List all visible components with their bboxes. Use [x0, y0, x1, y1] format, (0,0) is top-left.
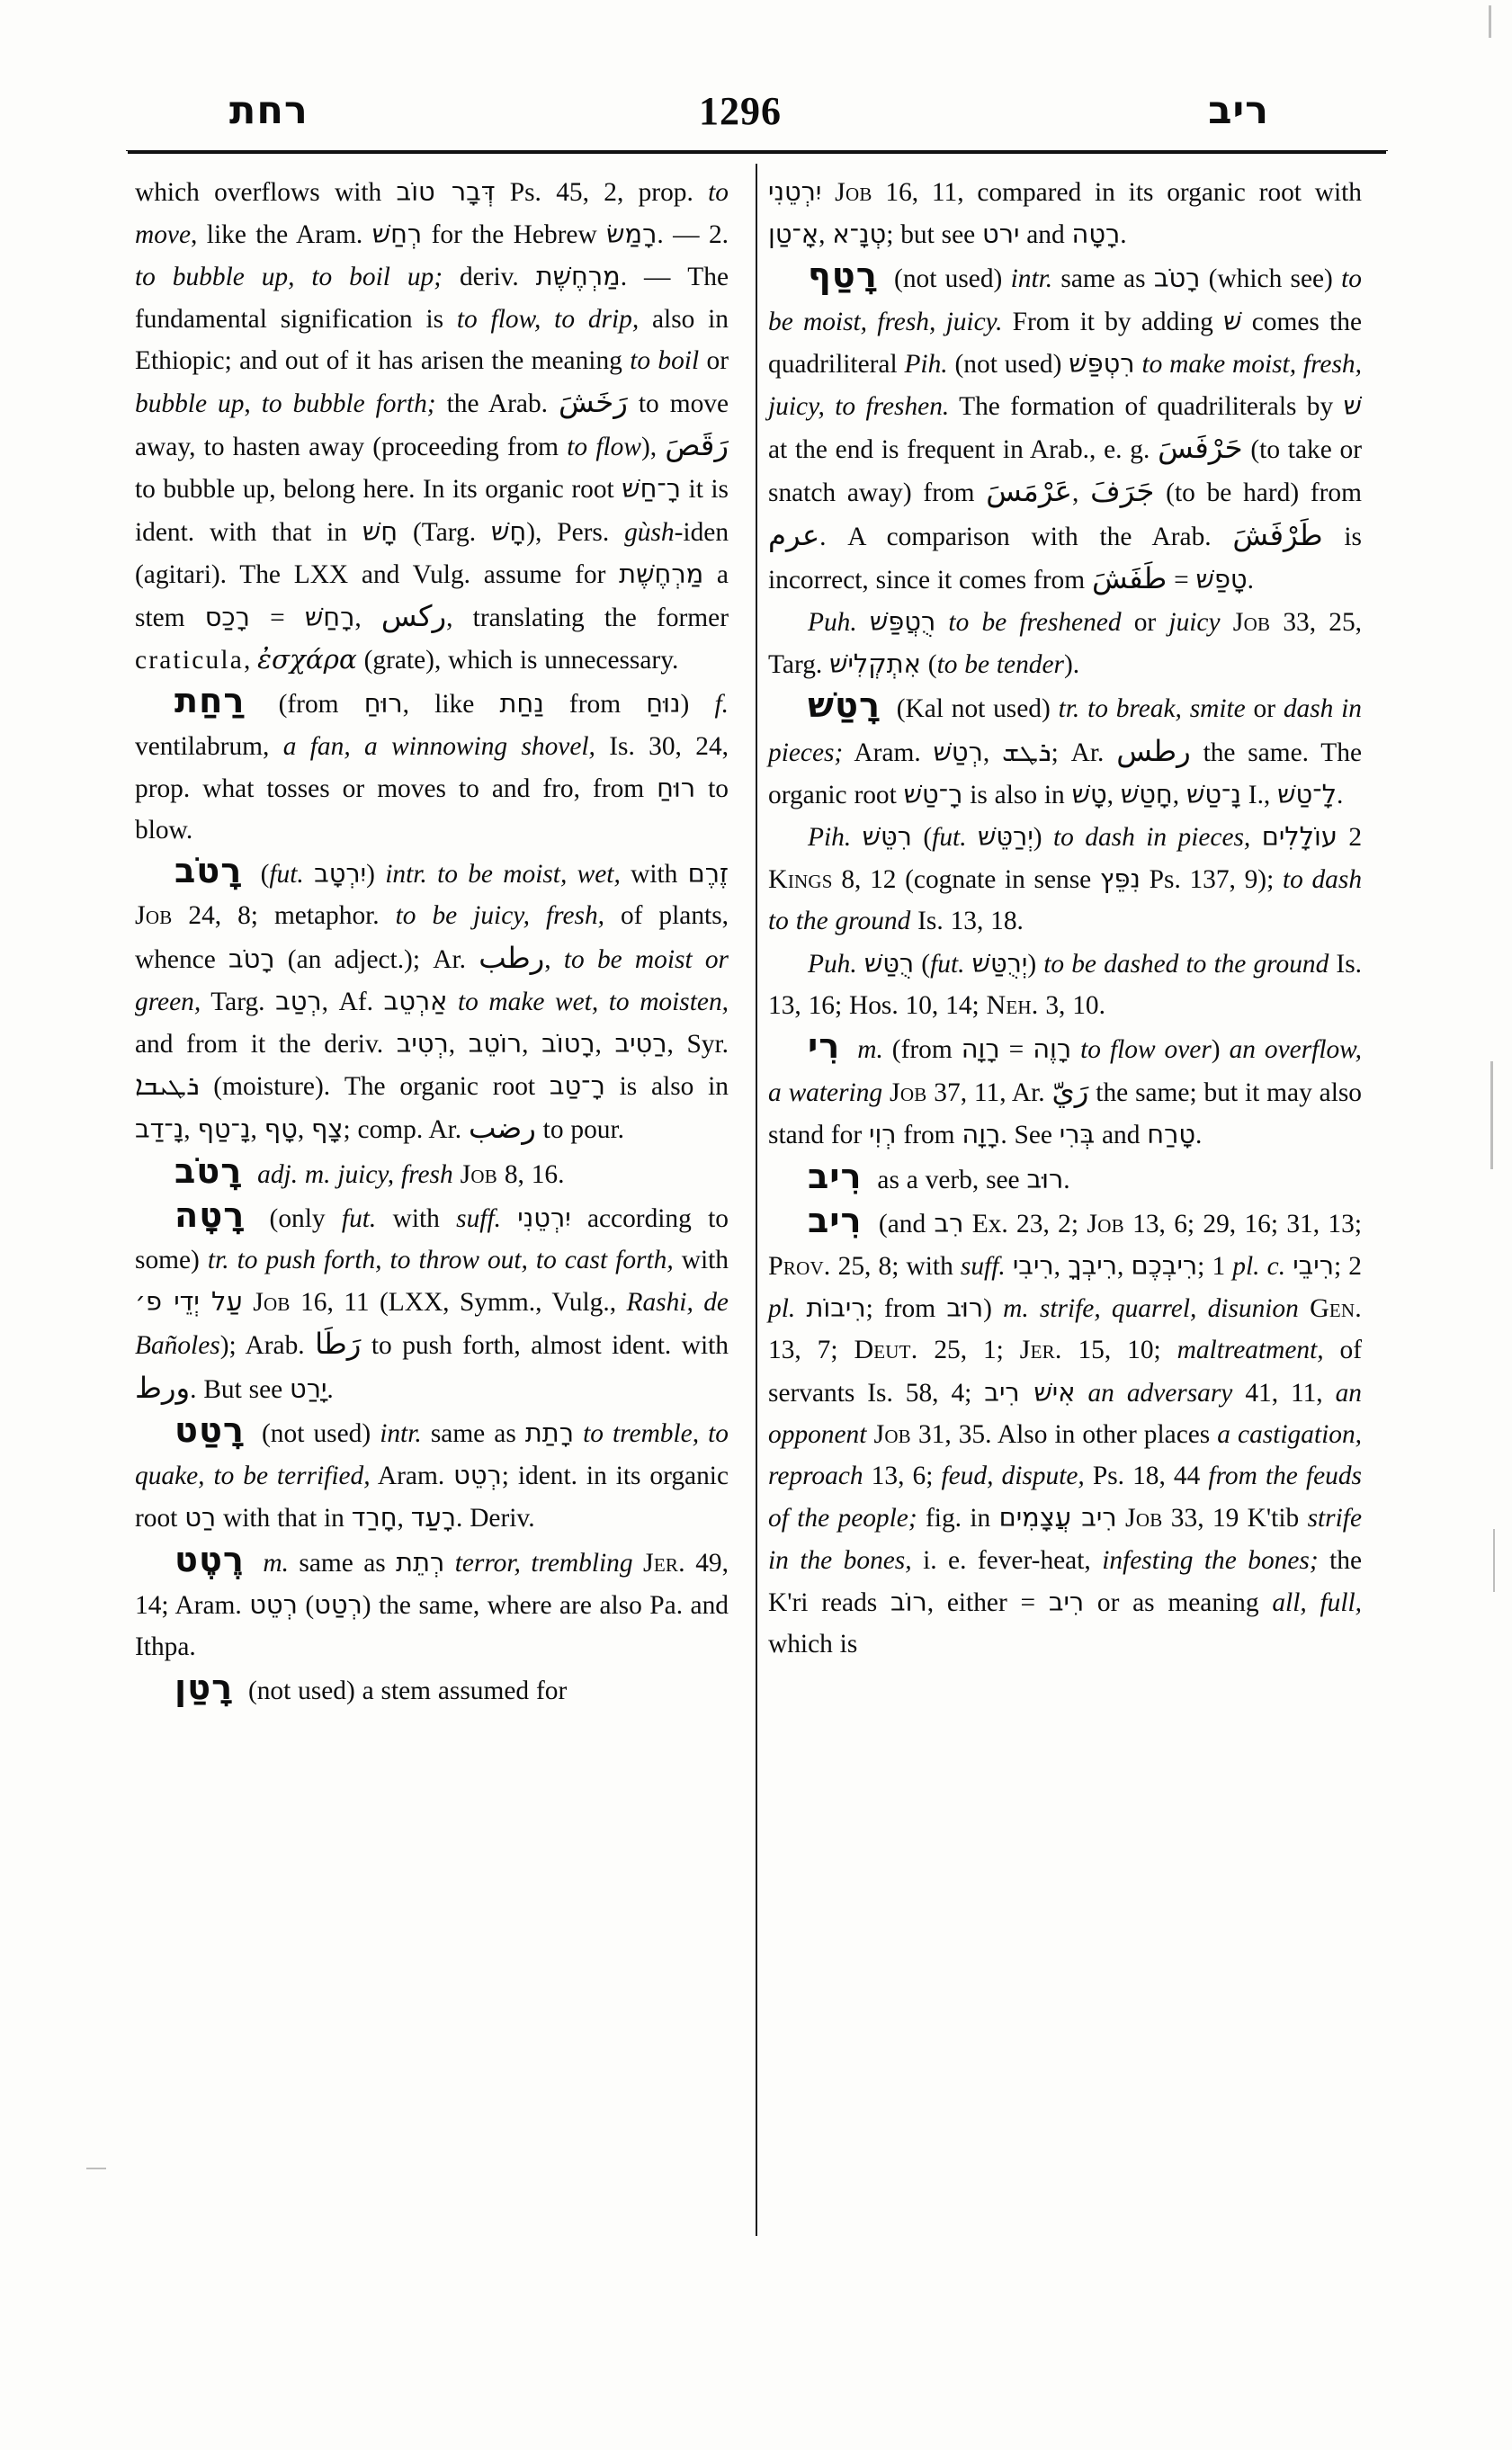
hebrew-word: רִטֵּשׁ — [862, 821, 912, 853]
gloss-text: craticula — [135, 646, 244, 675]
scripture-book-abbr: Jer. — [642, 1547, 685, 1578]
scan-speckle — [86, 2168, 106, 2169]
arabic-word: رطس — [1116, 733, 1191, 768]
gloss-text: to make wet, to moisten, — [457, 987, 729, 1016]
hebrew-word: רְתֵת — [396, 1546, 445, 1578]
hebrew-word: שׁ — [1223, 305, 1242, 336]
scripture-book-abbr: Jer. — [1019, 1335, 1062, 1365]
gloss-text: to bubble up, to boil up; — [135, 263, 443, 292]
gloss-text: feud, dispute, — [941, 1462, 1085, 1491]
hebrew-word: רְטַט — [314, 1588, 362, 1620]
entry-headword: רָטֹב — [174, 852, 243, 892]
hebrew-word: רַט — [184, 1502, 217, 1533]
arabic-word: رطب — [479, 940, 545, 975]
hebrew-word: רְטִיב — [396, 1028, 449, 1060]
hebrew-word: רוּב — [946, 1292, 984, 1324]
entry-headword: רָטַף — [808, 256, 878, 297]
right-column — [768, 171, 1362, 2243]
entry-ratob-adj: רָטֹב adj. m. juicy, fresh Job 8, 16. — [174, 1151, 565, 1192]
entry-riv-noun: רִיב (and רִב Ex. 23, 2; Job 13, 6; 29, 16; 31, 13; Prov. 25, 8; with suff. רִיבִי, רִיבְךָ, רִיבְכֶם; 1 pl. c. רִיבֵי; 2 pl. רִיבוֹת; from רוּב) m. strife, quarrel, disunion Gen. 13, 7; Deut. 25, 1; Jer. 15, 10; maltreatment, of servants Is. 58, 4; אִישׁ רִיב an adversary 41, 11, an opponent Job 31, 35. Also in other places a castigation, reproach 13, 6; feud, dispute, Ps. 18, 44 from the feuds of the people; fig. in רִיב עֲצָמִים Job 33, 19 K'tib strife in the bones, i. e. fever-heat, infesting the bones; the K'ri reads רוֹב, either = רִיב or as meaning all, full, which is — [768, 1201, 1363, 1659]
gloss-text: infesting the bones; — [1102, 1545, 1319, 1575]
gloss-text: Pih. — [904, 349, 948, 379]
hebrew-word: רוֹטֵב — [468, 1028, 523, 1060]
gloss-text: strife in the bones, — [768, 1504, 1362, 1575]
scripture-book-abbr: Prov. — [768, 1251, 831, 1282]
entry-rutfash-puhal: Puh. רֻטֲפַּשׁ to be freshened or juicy Job 33, 25, Targ. אִתְקְלִישׁ (to be tender). — [768, 606, 1362, 680]
arabic-word: عَرْمَسَ — [986, 474, 1072, 509]
entry-headword: רָטַשׁ — [808, 686, 881, 727]
arabic-word: طَرْفَشَ — [1232, 517, 1323, 552]
hebrew-word: רָוָה — [961, 1033, 1000, 1065]
entry-retet-noun: רֶטֶט m. same as רְתֵת terror, trembling Jer. 49, 14; Aram. רְטֵט (רְטַט) the same, where are also Pa. and Ithpa. — [135, 1540, 729, 1661]
scripture-book-abbr: Job — [889, 1077, 927, 1108]
hebrew-word: יִרְטֵנִי — [517, 1202, 571, 1233]
gloss-text: to make moist, fresh, juicy, to freshen. — [768, 349, 1362, 422]
gloss-text: adj. m. juicy, fresh — [257, 1159, 453, 1189]
gloss-text: an opponent — [768, 1378, 1362, 1449]
entry-riv-verb-xref: רִיב as a verb, see רוּב. — [808, 1157, 1070, 1197]
arabic-word: رَقَصَ — [665, 428, 729, 463]
hebrew-word: רָמַשׂ — [606, 219, 658, 250]
hebrew-word: רֻטַּשׁ — [863, 947, 915, 979]
hebrew-word: רָטֹב — [1153, 263, 1201, 294]
hebrew-word: מַרְחֶשֶׁת — [619, 558, 704, 589]
arabic-word: حَرْفَسَ — [1158, 431, 1243, 466]
hebrew-word: נָ־טַף — [197, 1113, 251, 1145]
hebrew-word: טָרַח — [1147, 1119, 1196, 1150]
gloss-text: f. — [714, 690, 729, 720]
hebrew-word: רְטַשׁ — [933, 736, 983, 767]
entry-headword: רָטֹב — [174, 1151, 243, 1192]
entry-ratan: רָטַן (not used) a stem assumed for — [174, 1668, 568, 1709]
hebrew-word: רִיבִי — [1012, 1250, 1054, 1282]
gloss-text: suff. — [960, 1252, 1006, 1282]
gloss-text: to be tender — [936, 650, 1064, 680]
left-column — [135, 171, 729, 2243]
hebrew-word: רְטֵט — [453, 1460, 502, 1491]
scripture-book-abbr: Neh. — [986, 989, 1039, 1020]
arabic-word: جَرَفَ — [1090, 474, 1155, 509]
gloss-text: from the feuds of the people; — [768, 1462, 1362, 1533]
hebrew-word: אִישׁ רִיב — [984, 1376, 1076, 1408]
hebrew-word: נַחַת — [499, 688, 544, 720]
hebrew-word: רִיבְךָ — [1068, 1250, 1117, 1282]
hebrew-word: טְנָ־א — [832, 219, 887, 250]
gloss-text: to bubble forth; — [261, 389, 436, 419]
entry-headword: רִי — [808, 1027, 841, 1068]
entry-ratash-piel: Pih. רִטֵּשׁ (fut. יְרַטֵּשׁ) to dash in pieces, עוֹלָלִים 2 Kings 8, 12 (cognate in sense נִפֵּץ Ps. 137, 9); to dash to the ground Is. 13, 18. — [768, 821, 1363, 936]
hebrew-word: רָחַשׁ — [304, 602, 355, 633]
gloss-text: gùsh — [624, 517, 675, 547]
entry-rachath: רַחַת (from רוּחַ, like נַחַת from נוּחַ) f. ventilabrum, a fan, a winnowing shovel, Is. 30, 24, prop. what tosses or moves to and fro, from רוּחַ to blow. — [135, 682, 729, 845]
hebrew-word: יָרַט — [290, 1373, 327, 1404]
scan-speckle — [1489, 5, 1491, 38]
hebrew-word: רָעַד — [410, 1502, 457, 1533]
entry-ratat-verb: רָטַט (not used) intr. same as רָתַת to tremble, to quake, to be terrified, Aram. רְטֵט; ident. in its organic root רַט with that in חָרַד, רָעַד. Deriv. — [135, 1410, 729, 1533]
gloss-text: Puh. — [808, 949, 857, 979]
hebrew-word: רִיבוֹת — [806, 1292, 866, 1324]
gloss-text: an adversary — [1087, 1378, 1233, 1408]
gloss-text: tr. to break, smite — [1058, 694, 1246, 724]
two-column-body — [135, 171, 1382, 2243]
scan-speckle — [1490, 1061, 1493, 1169]
gloss-text: to boil — [630, 345, 700, 375]
hebrew-word: דְּבָר טוֹב — [396, 176, 496, 207]
scripture-book-abbr: Gen. — [1310, 1293, 1362, 1324]
hebrew-word: רוּחַ — [363, 688, 403, 720]
entry-headword: רֶטֶט — [174, 1540, 245, 1580]
hebrew-word: רִטְפַּשׁ — [1069, 347, 1135, 379]
gloss-text: to move — [135, 178, 729, 250]
hebrew-word: יְרַטֵּשׁ — [977, 821, 1033, 853]
hebrew-word: רָכַס — [204, 602, 250, 633]
gloss-text: fut. — [930, 949, 965, 979]
running-head-right-lemma: ריב — [1208, 88, 1269, 133]
hebrew-word: רָתַת — [524, 1417, 574, 1448]
scan-speckle — [1493, 1529, 1495, 1592]
entry-headword: רָטַן — [174, 1668, 234, 1709]
hebrew-word: רְטֵט — [249, 1588, 298, 1620]
hebrew-word: בְּרִי — [1059, 1119, 1096, 1150]
header-rule — [128, 151, 1386, 154]
hebrew-word: יְרֻטַּשׁ — [971, 947, 1028, 979]
arabic-word: طَفَشَ — [1091, 560, 1168, 595]
hebrew-word: רָ־טַשׁ — [903, 778, 963, 809]
running-head — [135, 79, 1377, 142]
hebrew-word: אָ־טַן — [768, 219, 819, 250]
gloss-text: fut. — [341, 1203, 377, 1233]
scripture-book-abbr: Job — [873, 1418, 911, 1449]
hebrew-word: רַטִיב — [614, 1028, 667, 1060]
hebrew-word: צָף — [311, 1113, 344, 1145]
hebrew-word: נָ־טַשׁ — [1185, 778, 1241, 809]
hebrew-word: רִיבְכֶם — [1131, 1250, 1198, 1282]
gloss-text: Pih. — [808, 823, 852, 853]
hebrew-word: רָטֹב — [228, 943, 275, 974]
hebrew-word: רוּחַ — [657, 772, 696, 803]
arabic-word: رَخَشَ — [559, 385, 628, 420]
entry-ratah: רָטָה (only fut. with suff. יִרְטֵנִי according to some) tr. to push forth, to throw out, to cast forth, with עַל יְדֵי פ׳ Job 16, 11 (LXX, Symm., Vulg., Rashi, de Bañoles); Arab. رَطَا to push forth, almost ident. with ورط. But see יָרַט. — [135, 1195, 729, 1405]
gloss-text: bubble up — [135, 389, 245, 419]
gloss-text: to flow — [567, 433, 641, 462]
hebrew-word: רְטַב — [275, 985, 322, 1016]
gloss-text: Puh. — [808, 608, 857, 638]
entry-ri: רִי m. (from רָוָה = רָוֶה to flow over) an overflow, a watering Job 37, 11, Ar. رَيّ the same; but it may also stand for רְוִי from רָוָה. See בְּרִי and טָרַח. — [768, 1027, 1362, 1150]
hebrew-word: שׁ — [1343, 390, 1362, 422]
gloss-text: a castigation, reproach — [768, 1419, 1363, 1491]
gloss-text: intr. to be moist, wet, — [385, 860, 621, 890]
gloss-text: m. strife, quarrel, disunion — [1003, 1294, 1299, 1324]
gloss-text: terror, trembling — [454, 1548, 633, 1578]
entry-continuation-rachash: which overflows with דְּבָר טוֹב Ps. 45, 2, prop. to move, like the Aram. רְחַשׁ for the Hebrew רָמַשׂ. — 2. to bubble up, to boil up; deriv. מַרְחֶשֶׁת. — The fundamental signification is to flow, to drip, also in Ethiopic; and out of it has arisen the meaning to boil or bubble up, to bubble forth; the Arab. رَخَشَ to move away, to hasten away (proceeding from to flow), رَقَصَ to bubble up, belong here. In its organic root רָ־חַשׁ it is ident. with that in חָשׁ (Targ. חָשׁ), Pers. gùsh-iden (agitari). The LXX and Vulg. assume for מַרְחֶשֶׁת a stem רָכַס = רָחַשׁ, ركس, translating the former craticula, ἐσχάρα (grate), which is unnecessary. — [135, 176, 729, 675]
gloss-text: an overflow, a watering — [768, 1035, 1362, 1108]
hebrew-word: רָוָה — [962, 1119, 1001, 1150]
hebrew-word: רָ־חַשׁ — [622, 473, 682, 505]
gloss-text: maltreatment, — [1176, 1336, 1324, 1365]
hebrew-word: יִרְטֵנִי — [768, 176, 822, 207]
hebrew-word: נָ־דַב — [135, 1113, 184, 1145]
gloss-text: to be moist or green, — [135, 944, 729, 1016]
scripture-book-abbr: Job — [1232, 607, 1271, 638]
hebrew-word: מַרְחֶשֶׁת — [535, 261, 621, 292]
gloss-text: to dash in pieces, — [1052, 823, 1251, 853]
gloss-text: to tremble, to quake, to be terrified, — [135, 1418, 729, 1491]
entry-headword: רָטָה — [174, 1195, 246, 1236]
hebrew-word: רוֹב — [890, 1586, 927, 1617]
hebrew-word: רִיבֵי — [1293, 1250, 1334, 1282]
arabic-word: عرم — [768, 517, 820, 552]
hebrew-word: אִתְקְלִישׁ — [829, 648, 921, 680]
hebrew-word: אַרְטֵב — [383, 985, 448, 1016]
gloss-text: all, full, — [1272, 1587, 1362, 1617]
hebrew-word: חָשׁ — [490, 515, 527, 547]
hebrew-word: רְוִי — [869, 1119, 897, 1150]
syriac-word: ܪܛܝܒܐ — [135, 1070, 200, 1103]
gloss-text: intr. — [380, 1418, 422, 1448]
gloss-text: to flow, to drip, — [456, 304, 640, 334]
hebrew-word: רִב — [934, 1207, 964, 1238]
entry-ratob-verb: רָטֹב (fut. יִרְטָב) intr. to be moist, wet, with זֶרֶם Job 24, 8; metaphor. to be juicy, fresh, of plants, whence רָטֹב (an adject.); Ar. رطب, to be moist or green, Targ. רְטַב, Af. אַרְטֵב to make wet, to moisten, and from it the deriv. רְטִיב, רוֹטֵב, רָטוֹב, רַטִיב, Syr. ܪܛܝܒܐ (moisture). The organic root רָ־טַב is also in נָ־דַב, נָ־טַף, טָף, צָף; comp. Ar. رضب to pour. — [135, 852, 729, 1146]
gloss-text: pl. c. — [1232, 1252, 1286, 1282]
hebrew-word: לָ־טַשׁ — [1277, 778, 1337, 809]
hebrew-word: רִיב עֲצָמִים — [998, 1502, 1117, 1533]
arabic-word: رَيّ — [1051, 1074, 1089, 1109]
gloss-text: intr. — [1010, 264, 1053, 294]
hebrew-word: טָף — [264, 1113, 298, 1145]
scripture-book-abbr: Job — [835, 177, 872, 207]
hebrew-word: רוּב — [1026, 1163, 1064, 1194]
hebrew-word: רָוֶה — [1033, 1033, 1072, 1065]
arabic-word: ورط — [135, 1370, 191, 1405]
arabic-word: رضب — [469, 1111, 536, 1146]
scripture-book-abbr: Job — [135, 900, 173, 931]
gloss-text: to flow over — [1080, 1035, 1212, 1065]
gloss-text: a fan, a winnowing shovel, — [282, 731, 595, 761]
hebrew-word: רָ־טַב — [549, 1070, 605, 1102]
entry-ratash: רָטַשׁ (Kal not used) tr. to break, smite or dash in pieces; Aram. רְטַשׁ, ܪܛܫ; Ar. رطس the same. The organic root רָ־טַשׁ is also in טָשׁ, חָטַשׁ, נָ־טַשׁ I., לָ־טַשׁ. — [768, 686, 1362, 809]
hebrew-word: יִרְטָב — [314, 858, 367, 890]
gloss-text: to be juicy, fresh, — [395, 901, 605, 931]
hebrew-word: חָשׁ — [362, 515, 398, 547]
entry-headword: רִיב — [808, 1201, 863, 1241]
hebrew-word: רִיב — [1048, 1586, 1085, 1617]
running-head-left-lemma: רחת — [229, 88, 309, 133]
scripture-book-abbr: Job — [460, 1158, 497, 1189]
entry-continuation-ratah: יִרְטֵנִי Job 16, 11, compared in its organic root with אָ־טַן, טְנָ־א; but see ירט and רָטָה. — [768, 176, 1362, 250]
gloss-text: to be moist, fresh, juicy. — [768, 264, 1362, 336]
greek-word: ἐσχάρα — [257, 644, 357, 675]
hebrew-word: רְחַשׁ — [371, 219, 423, 250]
scripture-book-abbr: Deut. — [854, 1335, 918, 1365]
gloss-text: fut. — [932, 823, 967, 853]
gloss-text: Rashi, de Bañoles — [135, 1288, 729, 1361]
gloss-text: m. — [857, 1035, 883, 1065]
hebrew-word: טָשׁ — [1071, 778, 1107, 809]
hebrew-word: טָפַשׁ — [1195, 563, 1248, 595]
gloss-text: m. — [263, 1548, 289, 1578]
entry-ratash-pual: Puh. רֻטַּשׁ (fut. יְרֻטַּשׁ) to be dashed to the ground Is. 13, 16; Hos. 10, 14; Neh. 3, 10. — [768, 947, 1362, 1020]
gloss-text: juicy — [1168, 608, 1221, 638]
hebrew-word: חָרַד — [351, 1502, 398, 1533]
hebrew-word: עוֹלָלִים — [1261, 821, 1338, 853]
gloss-text: tr. to push forth, to throw out, to cast forth, — [207, 1246, 674, 1275]
entry-headword: רָטַט — [174, 1410, 245, 1451]
arabic-word: ركس — [380, 599, 447, 634]
hebrew-word: רָטוֹב — [541, 1028, 595, 1060]
hebrew-word: חָטַשׁ — [1120, 778, 1173, 809]
entry-rataf: רָטַף (not used) intr. same as רָטֹב (which see) to be moist, fresh, juicy. From it by adding שׁ comes the quadriliteral Pih. (not used) רִטְפַּשׁ to make moist, fresh, juicy, to freshen. The formation of quadriliterals by שׁ at the end is frequent in Arab., e. g. حَرْفَسَ (to take or snatch away) from عَرْمَسَ, جَرَفَ (to be hard) from عرم. A comparison with the Arab. طَرْفَشَ is incorrect, since it comes from طَفَشَ = טָפַשׁ. — [768, 256, 1362, 595]
page-number: 1296 — [699, 88, 783, 133]
hebrew-word: נוּחַ — [646, 688, 681, 720]
gloss-text: to dash to the ground — [768, 865, 1363, 936]
hebrew-word: רָטָה — [1071, 219, 1121, 250]
syriac-word: ܪܛܫ — [1002, 736, 1051, 768]
hebrew-word: רֻטֲפַּשׁ — [869, 606, 936, 638]
gloss-text: dash in pieces; — [768, 694, 1362, 767]
scripture-book-abbr: Job — [1087, 1208, 1124, 1238]
hebrew-word: נִפֵּץ — [1099, 863, 1141, 895]
arabic-word: رَطَا — [315, 1327, 362, 1362]
gloss-text: fut. — [269, 860, 304, 890]
gloss-text: pl. — [768, 1294, 796, 1324]
scripture-book-abbr: Kings — [768, 864, 833, 895]
entry-headword: רִיב — [808, 1157, 863, 1197]
hebrew-word: זֶרֶם — [687, 858, 729, 890]
entry-headword: רַחַת — [174, 682, 246, 722]
hebrew-word: עַל יְדֵי פ׳ — [135, 1286, 243, 1318]
gloss-text: to be dashed to the ground — [1043, 949, 1329, 979]
scripture-book-abbr: Job — [253, 1287, 291, 1318]
scripture-book-abbr: Job — [1125, 1503, 1163, 1533]
gloss-text: suff. — [456, 1203, 501, 1233]
gloss-text: to be freshened — [948, 608, 1122, 638]
hebrew-word: ירט — [982, 219, 1020, 250]
